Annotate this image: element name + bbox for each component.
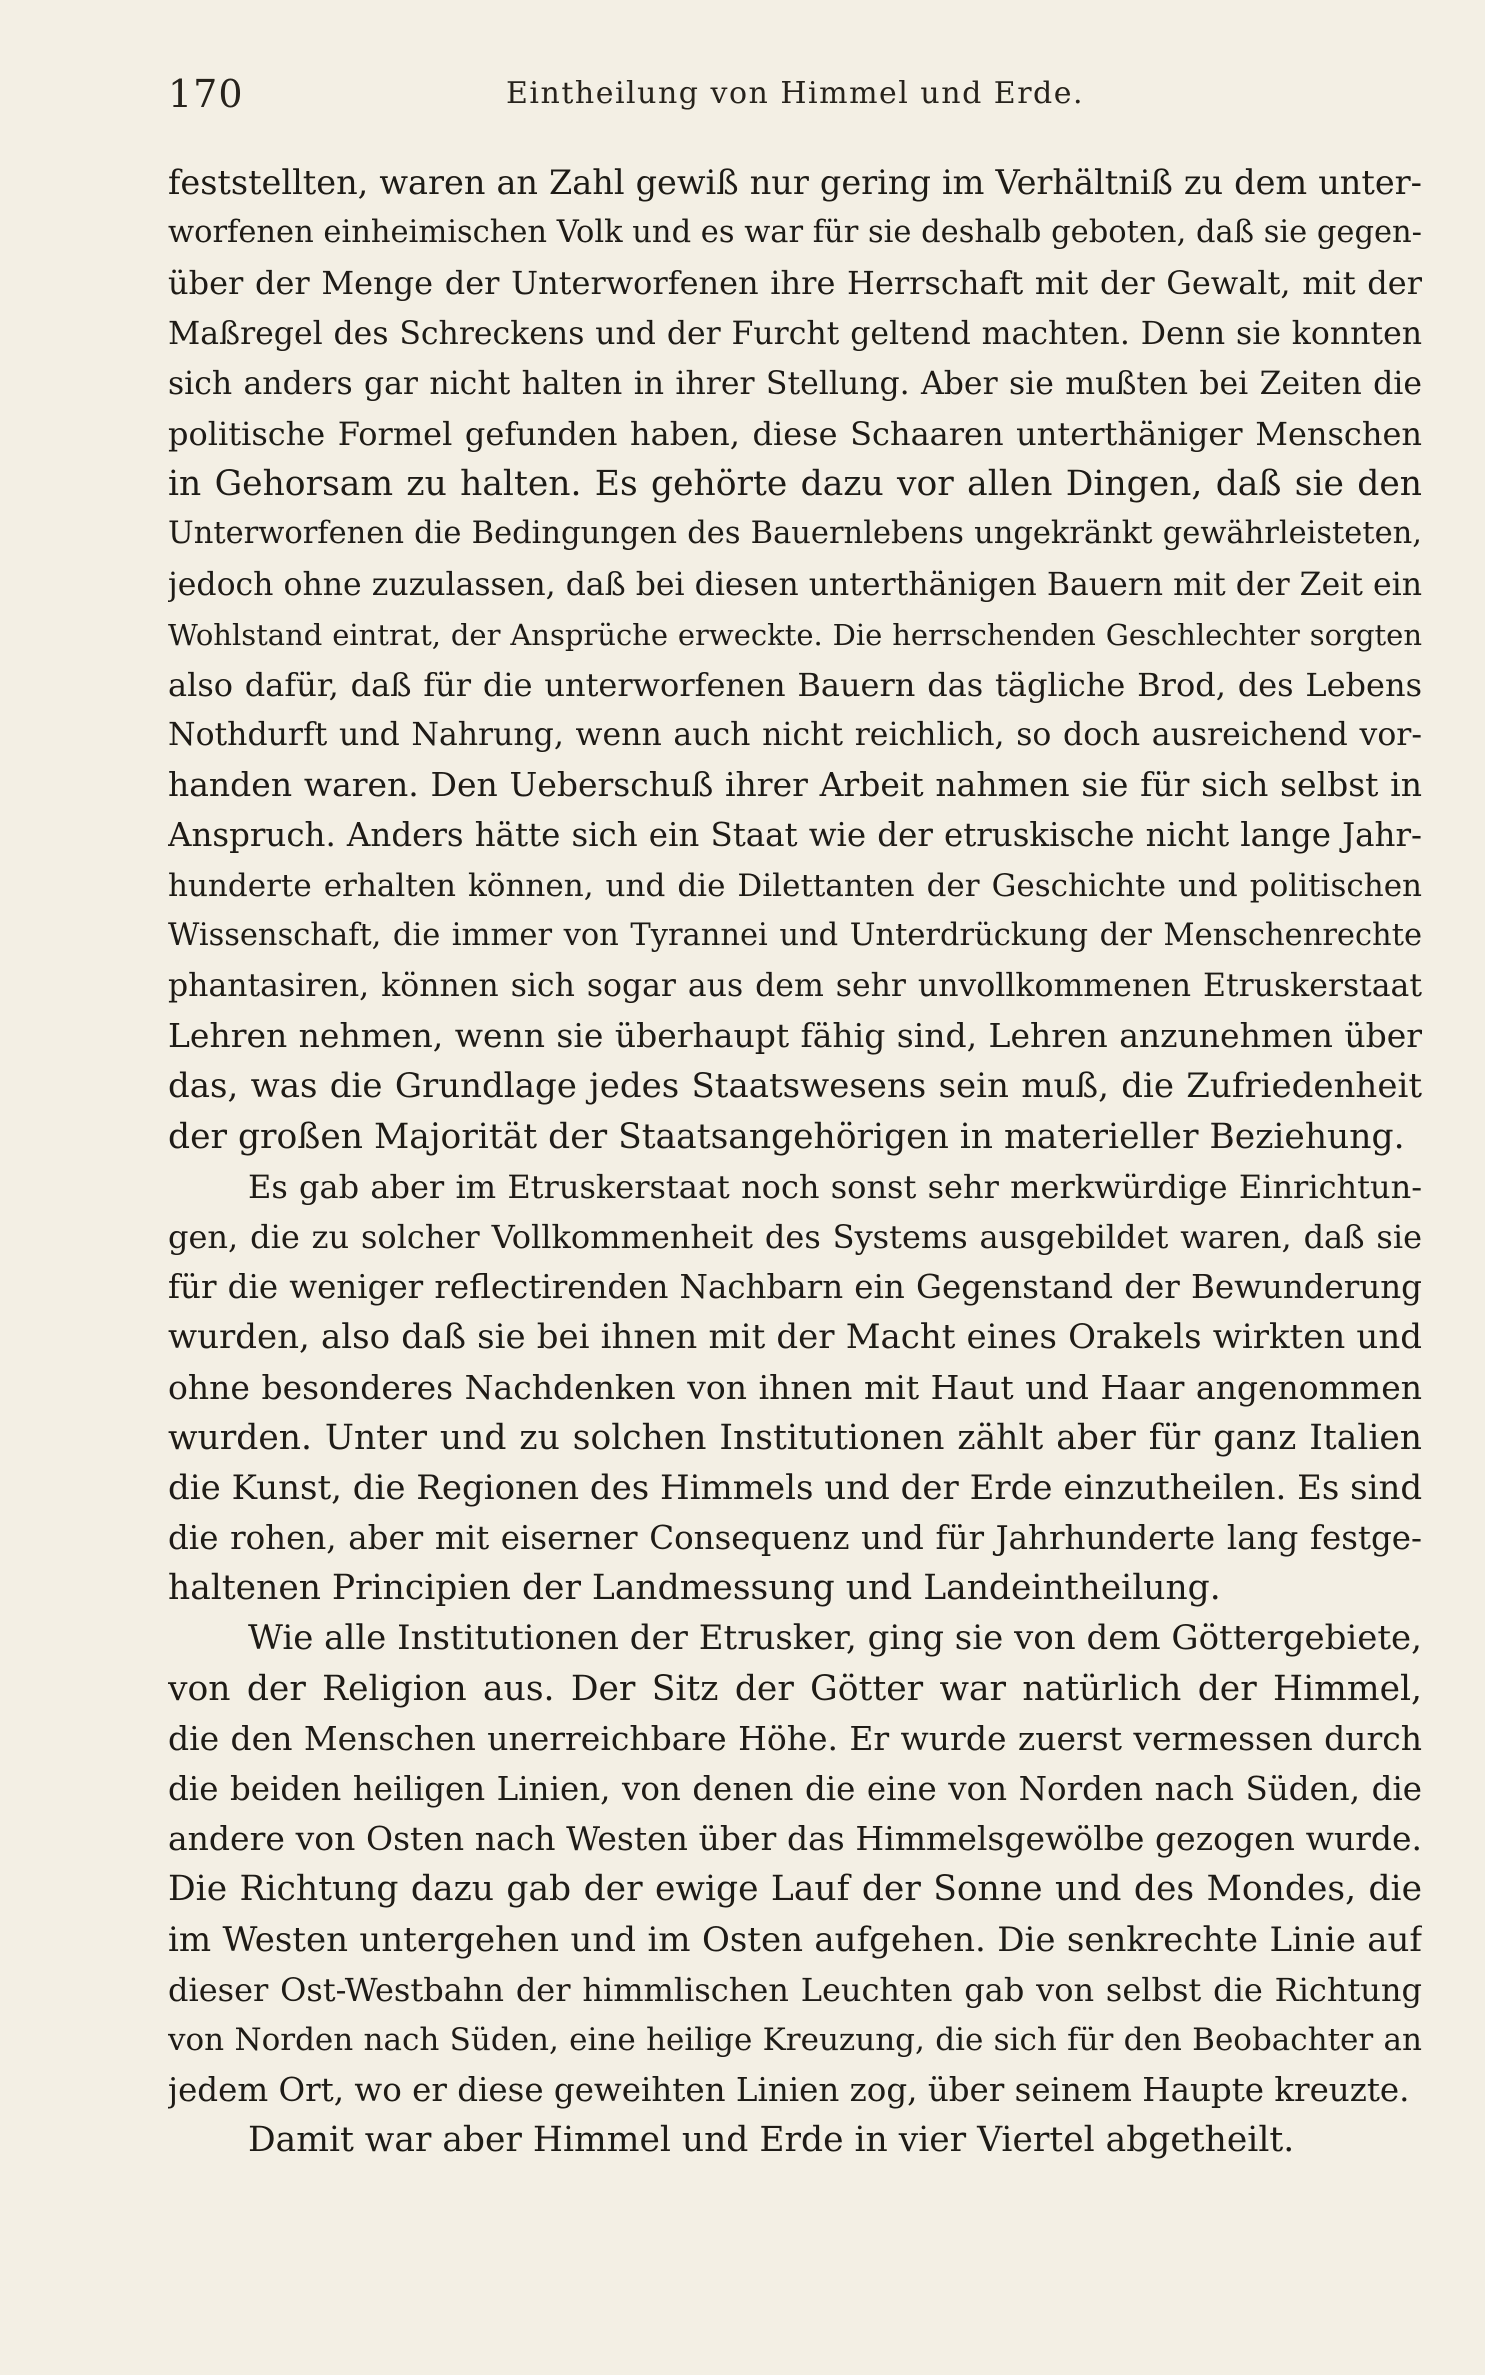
- page-number: 170: [168, 72, 244, 116]
- text-line: sich anders gar nicht halten in ihrer Stellung. Aber sie mußten bei Zeiten die: [168, 365, 1422, 402]
- text-line: jedem Ort, wo er diese geweihten Linien zog, über seinem Haupte kreuzte.: [168, 2071, 1410, 2110]
- text-line: Die Richtung dazu gab der ewige Lauf der Sonne und des Mondes, die: [168, 1869, 1422, 1910]
- running-title: Eintheilung von Himmel und Erde.: [506, 76, 1085, 111]
- text-line: in Gehorsam zu halten. Es gehörte dazu vor allen Dingen, daß sie den: [168, 464, 1422, 505]
- text-line: also dafür, daß für die unterworfenen Bauern das tägliche Brod, des Lebens: [168, 665, 1422, 704]
- text-line: der großen Majorität der Staatsangehörigen in materieller Beziehung.: [168, 1116, 1405, 1157]
- text-line: dieser Ost-Westbahn der himmlischen Leuchten gab von selbst die Richtung: [168, 1970, 1422, 2009]
- text-line: Wohlstand eintrat, der Ansprüche erweckte. Die herrschenden Geschlechter sorgten: [168, 617, 1422, 652]
- text-line: phantasiren, können sich sogar aus dem sehr unvollkommenen Etruskerstaat: [168, 968, 1422, 1004]
- body-text: [168, 158, 1422, 2166]
- text-line: von Norden nach Süden, eine heilige Kreuzung, die sich für den Beobachter an: [168, 2021, 1422, 2058]
- text-line: Maßregel des Schreckens und der Furcht geltend machten. Denn sie konnten: [168, 315, 1422, 352]
- text-line: die rohen, aber mit eiserner Consequenz und für Jahrhunderte lang festge-: [168, 1519, 1422, 1558]
- text-line: Anspruch. Anders hätte sich ein Staat wie der etruskische nicht lange Jahr-: [168, 816, 1422, 855]
- text-line: im Westen untergehen und im Osten aufgehen. Die senkrechte Linie auf: [168, 1919, 1422, 1960]
- text-line: Nothdurft und Nahrung, wenn auch nicht reichlich, so doch ausreichend vor-: [168, 717, 1422, 754]
- text-line: die beiden heiligen Linien, von denen die eine von Norden nach Süden, die: [168, 1770, 1422, 1808]
- text-line: handen waren. Den Ueberschuß ihrer Arbeit nahmen sie für sich selbst in: [168, 765, 1422, 805]
- page-header: [168, 72, 1422, 124]
- text-line: Wie alle Institutionen der Etrusker, ging sie von dem Göttergebiete,: [248, 1618, 1422, 1659]
- text-line: feststellten, waren an Zahl gewiß nur gering im Verhältniß zu dem unter-: [168, 163, 1422, 202]
- text-line: worfenen einheimischen Volk und es war für sie deshalb geboten, daß sie gegen-: [168, 215, 1422, 251]
- text-line: wurden, also daß sie bei ihnen mit der Macht eines Orakels wirkten und: [168, 1317, 1422, 1358]
- text-line: Wissenschaft, die immer von Tyrannei und Unterdrückung der Menschenrechte: [168, 917, 1422, 953]
- text-line: für die weniger reflectirenden Nachbarn ein Gegenstand der Bewunderung: [168, 1268, 1422, 1307]
- text-line: andere von Osten nach Westen über das Himmelsgewölbe gezogen wurde.: [168, 1819, 1422, 1859]
- text-line: über der Menge der Unterworfenen ihre Herrschaft mit der Gewalt, mit der: [168, 264, 1422, 303]
- text-line: Es gab aber im Etruskerstaat noch sonst sehr merkwürdige Einrichtun-: [248, 1167, 1422, 1206]
- text-line: die Kunst, die Regionen des Himmels und der Erde einzutheilen. Es sind: [168, 1467, 1422, 1508]
- text-line: die den Menschen unerreichbare Höhe. Er wurde zuerst vermessen durch: [168, 1718, 1422, 1758]
- text-line: Unterworfenen die Bedingungen des Bauernlebens ungekränkt gewährleisteten,: [168, 516, 1422, 552]
- text-line: gen, die zu solcher Vollkommenheit des Systems ausgebildet waren, daß sie: [168, 1217, 1422, 1256]
- text-line: von der Religion aus. Der Sitz der Götter war natürlich der Himmel,: [168, 1668, 1422, 1709]
- text-line: Damit war aber Himmel und Erde in vier Viertel abgetheilt.: [248, 2120, 1295, 2161]
- text-line: haltenen Principien der Landmessung und Landeintheilung.: [168, 1568, 1221, 1609]
- text-line: Lehren nehmen, wenn sie überhaupt fähig sind, Lehren anzunehmen über: [168, 1016, 1422, 1056]
- text-line: politische Formel gefunden haben, diese Schaaren unterthäniger Menschen: [168, 414, 1422, 453]
- text-line: jedoch ohne zuzulassen, daß bei diesen unterthänigen Bauern mit der Zeit ein: [168, 566, 1422, 603]
- text-line: das, was die Grundlage jedes Staatswesens sein muß, die Zufriedenheit: [168, 1066, 1422, 1107]
- text-line: hunderte erhalten können, und die Dilettanten der Geschichte und politischen: [168, 867, 1422, 904]
- text-line: ohne besonderes Nachdenken von ihnen mit Haut und Haar angenommen: [168, 1367, 1422, 1407]
- text-line: wurden. Unter und zu solchen Institutionen zählt aber für ganz Italien: [168, 1417, 1422, 1458]
